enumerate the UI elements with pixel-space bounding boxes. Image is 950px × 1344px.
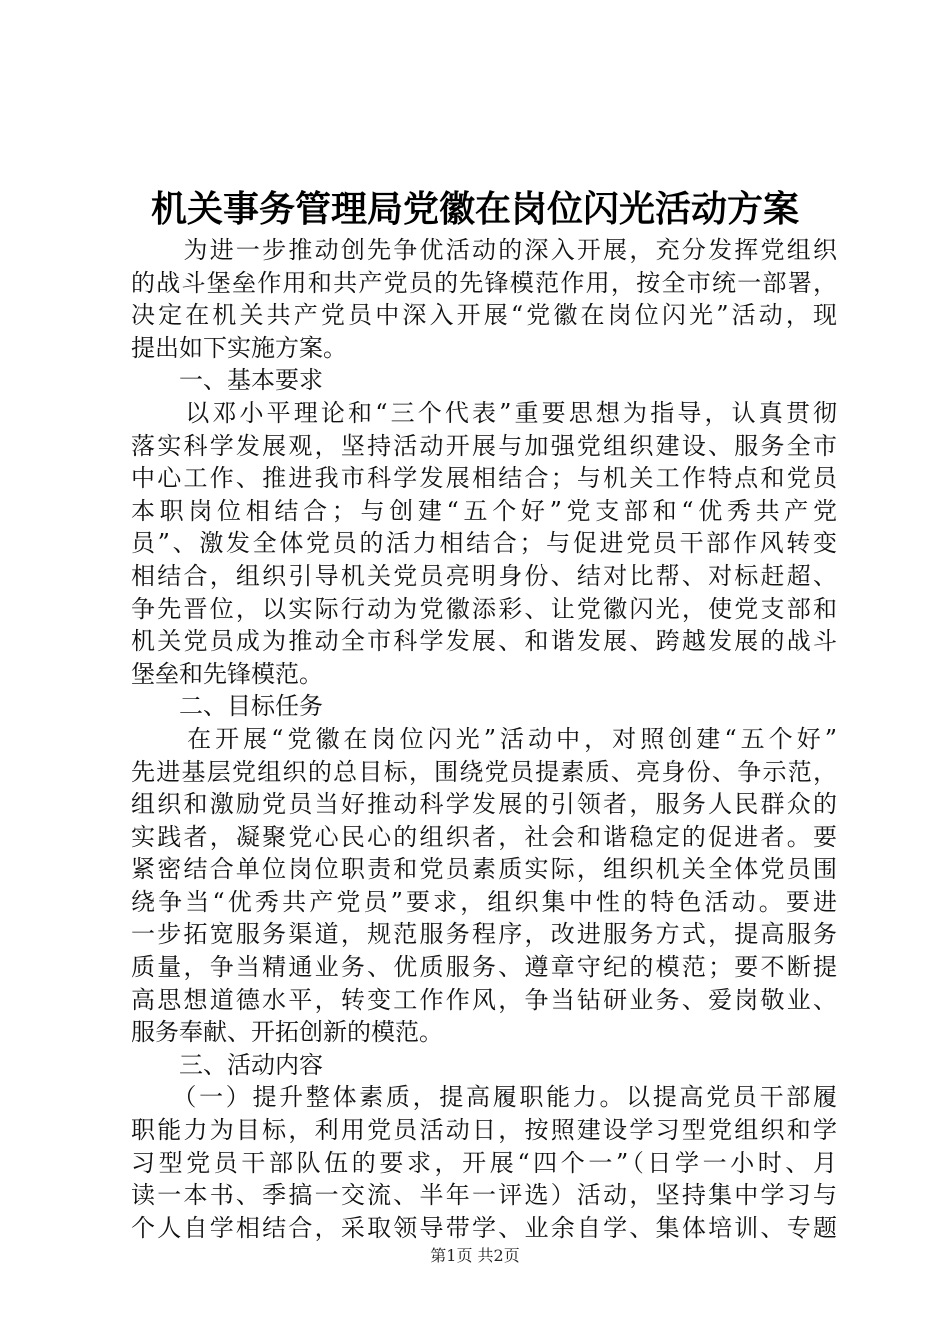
text-line: 先进基层党组织的总目标，围绕党员提素质、亮身份、争示范， [131,757,837,786]
text-line: 绕争当“优秀共产党员”要求，组织集中性的特色活动。要进 [131,887,837,916]
section-heading: 二、目标任务 [131,692,323,721]
section-heading: 一、基本要求 [131,366,323,395]
text-line: 决定在机关共产党员中深入开展“党徽在岗位闪光”活动，现 [131,301,837,330]
document-body [131,234,837,1244]
text-line: 以邓小平理论和“三个代表”重要思想为指导，认真贯彻 [131,398,837,427]
text-line: 在开展“党徽在岗位闪光”活动中，对照创建“五个好” [131,724,837,753]
text-line: 机关党员成为推动全市科学发展、和谐发展、跨越发展的战斗 [131,627,837,656]
text-line: 质量，争当精通业务、优质服务、遵章守纪的模范；要不断提 [131,953,837,982]
text-line: 员”、激发全体党员的活力相结合；与促进党员干部作风转变 [131,529,837,558]
text-line: 中心工作、推进我市科学发展相结合；与机关工作特点和党员 [131,464,837,493]
text-line: 落实科学发展观，坚持活动开展与加强党组织建设、服务全市 [131,431,837,460]
text-line: 实践者，凝聚党心民心的组织者，社会和谐稳定的促进者。要 [131,822,837,851]
text-line: 堡垒和先锋模范。 [131,659,323,688]
text-line: 本职岗位相结合；与创建“五个好”党支部和“优秀共产党 [131,496,837,525]
text-line: 读一本书、季搞一交流、半年一评选）活动，坚持集中学习与 [131,1181,837,1210]
page-footer: 第1页 共2页 [430,1246,520,1265]
text-line: 紧密结合单位岗位职责和党员素质实际，组织机关全体党员围 [131,855,837,884]
text-line: 为进一步推动创先争优活动的深入开展，充分发挥党组织 [131,236,837,264]
text-line: 争先晋位，以实际行动为党徽添彩、让党徽闪光，使党支部和 [131,594,837,623]
text-line: 相结合，组织引导机关党员亮明身份、结对比帮、对标赶超、 [131,561,837,590]
text-line: 组织和激励党员当好推动科学发展的引领者，服务人民群众的 [131,790,837,819]
text-line: 服务奉献、开拓创新的模范。 [131,1018,443,1047]
text-line: 提出如下实施方案。 [131,333,347,362]
text-line: （一）提升整体素质，提高履职能力。以提高党员干部履 [131,1083,837,1112]
text-line: 习型党员干部队伍的要求，开展“四个一”（日学一小时、月 [131,1148,837,1177]
text-line: 一步拓宽服务渠道，规范服务程序，改进服务方式，提高服务 [131,920,837,949]
section-heading: 三、活动内容 [131,1050,323,1079]
text-line: 个人自学相结合，采取领导带学、业余自学、集体培训、专题 [131,1213,837,1242]
text-line: 职能力为目标，利用党员活动日，按照建设学习型党组织和学 [131,1116,837,1145]
text-line: 高思想道德水平，转变工作作风，争当钻研业务、爱岗敬业、 [131,985,837,1014]
text-line: 的战斗堡垒作用和共产党员的先锋模范作用，按全市统一部署， [131,268,837,297]
document-title: 机关事务管理局党徽在岗位闪光活动方案 [150,188,799,230]
